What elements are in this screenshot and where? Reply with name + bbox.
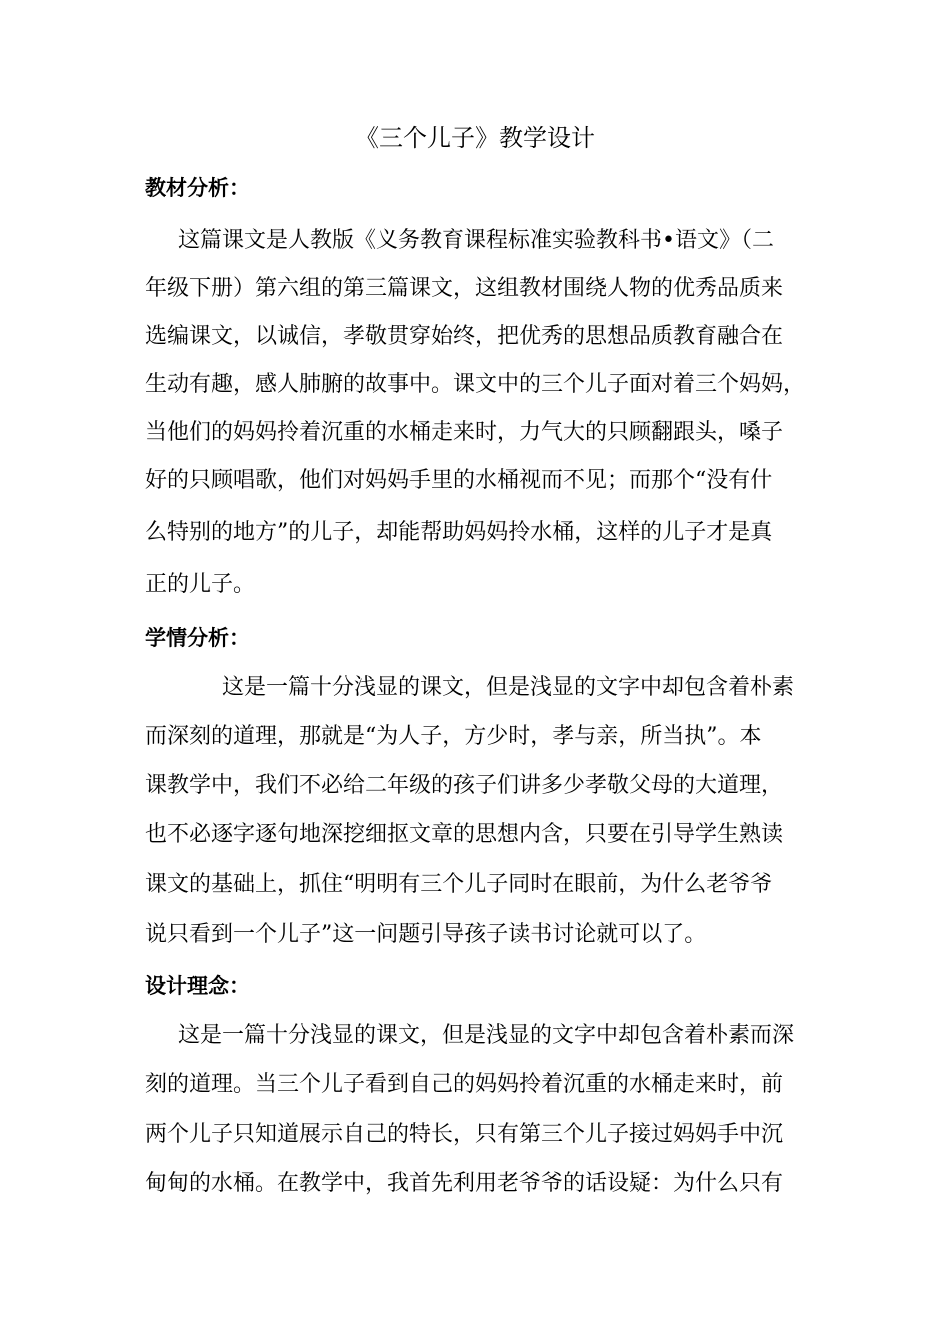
paragraph-line: 么特别的地方”的儿子，却能帮助妈妈拎水桶，这样的儿子才是真 bbox=[145, 520, 773, 545]
paragraph-line: 选编课文，以诚信，孝敬贯穿始终，把优秀的思想品质教育融合在 bbox=[145, 324, 784, 349]
paragraph-line: 课文的基础上，抓住“明明有三个儿子同时在眼前，为什么老爷爷 bbox=[145, 872, 773, 897]
paragraph-line: 正的儿子。 bbox=[145, 572, 256, 597]
paragraph-line: 课教学中，我们不必给二年级的孩子们讲多少孝敬父母的大道理， bbox=[145, 773, 784, 798]
paragraph-line: 而深刻的道理，那就是“为人子，方少时，孝与亲，所当执”。本 bbox=[145, 724, 762, 749]
paragraph-line: 生动有趣，感人肺腑的故事中。课文中的三个儿子面对着三个妈妈， bbox=[145, 372, 806, 397]
paragraph-line: 也不必逐字逐句地深挖细抠文章的思想内含，只要在引导学生熟读 bbox=[145, 822, 784, 847]
paragraph-line: 当他们的妈妈拎着沉重的水桶走来时，力气大的只顾翻跟头，嗓子 bbox=[145, 420, 784, 445]
document-title: 《三个儿子》教学设计 bbox=[355, 124, 595, 152]
section-heading-learner-analysis: 学情分析： bbox=[145, 626, 250, 650]
section-heading-design-concept: 设计理念： bbox=[145, 974, 250, 998]
paragraph-line: 两个儿子只知道展示自己的特长，只有第三个儿子接过妈妈手中沉 bbox=[145, 1122, 784, 1147]
paragraph-line: 好的只顾唱歌，他们对妈妈手里的水桶视而不见；而那个“没有什 bbox=[145, 468, 773, 493]
paragraph-line: 说只看到一个儿子”这一问题引导孩子读书讨论就可以了。 bbox=[145, 922, 707, 947]
paragraph-line: 这是一篇十分浅显的课文，但是浅显的文字中却包含着朴素 bbox=[222, 675, 795, 700]
paragraph-line: 年级下册）第六组的第三篇课文，这组教材围绕人物的优秀品质来 bbox=[145, 276, 784, 301]
paragraph-line: 这篇课文是人教版《义务教育课程标准实验教科书•语文》（二 bbox=[178, 228, 774, 253]
paragraph-line: 刻的道理。当三个儿子看到自己的妈妈拎着沉重的水桶走来时，前 bbox=[145, 1072, 784, 1097]
paragraph-line: 甸甸的水桶。在教学中，我首先利用老爷爷的话设疑：为什么只有 bbox=[145, 1171, 784, 1196]
paragraph-line: 这是一篇十分浅显的课文，但是浅显的文字中却包含着朴素而深 bbox=[178, 1023, 795, 1048]
section-heading-textbook-analysis: 教材分析： bbox=[145, 176, 250, 200]
